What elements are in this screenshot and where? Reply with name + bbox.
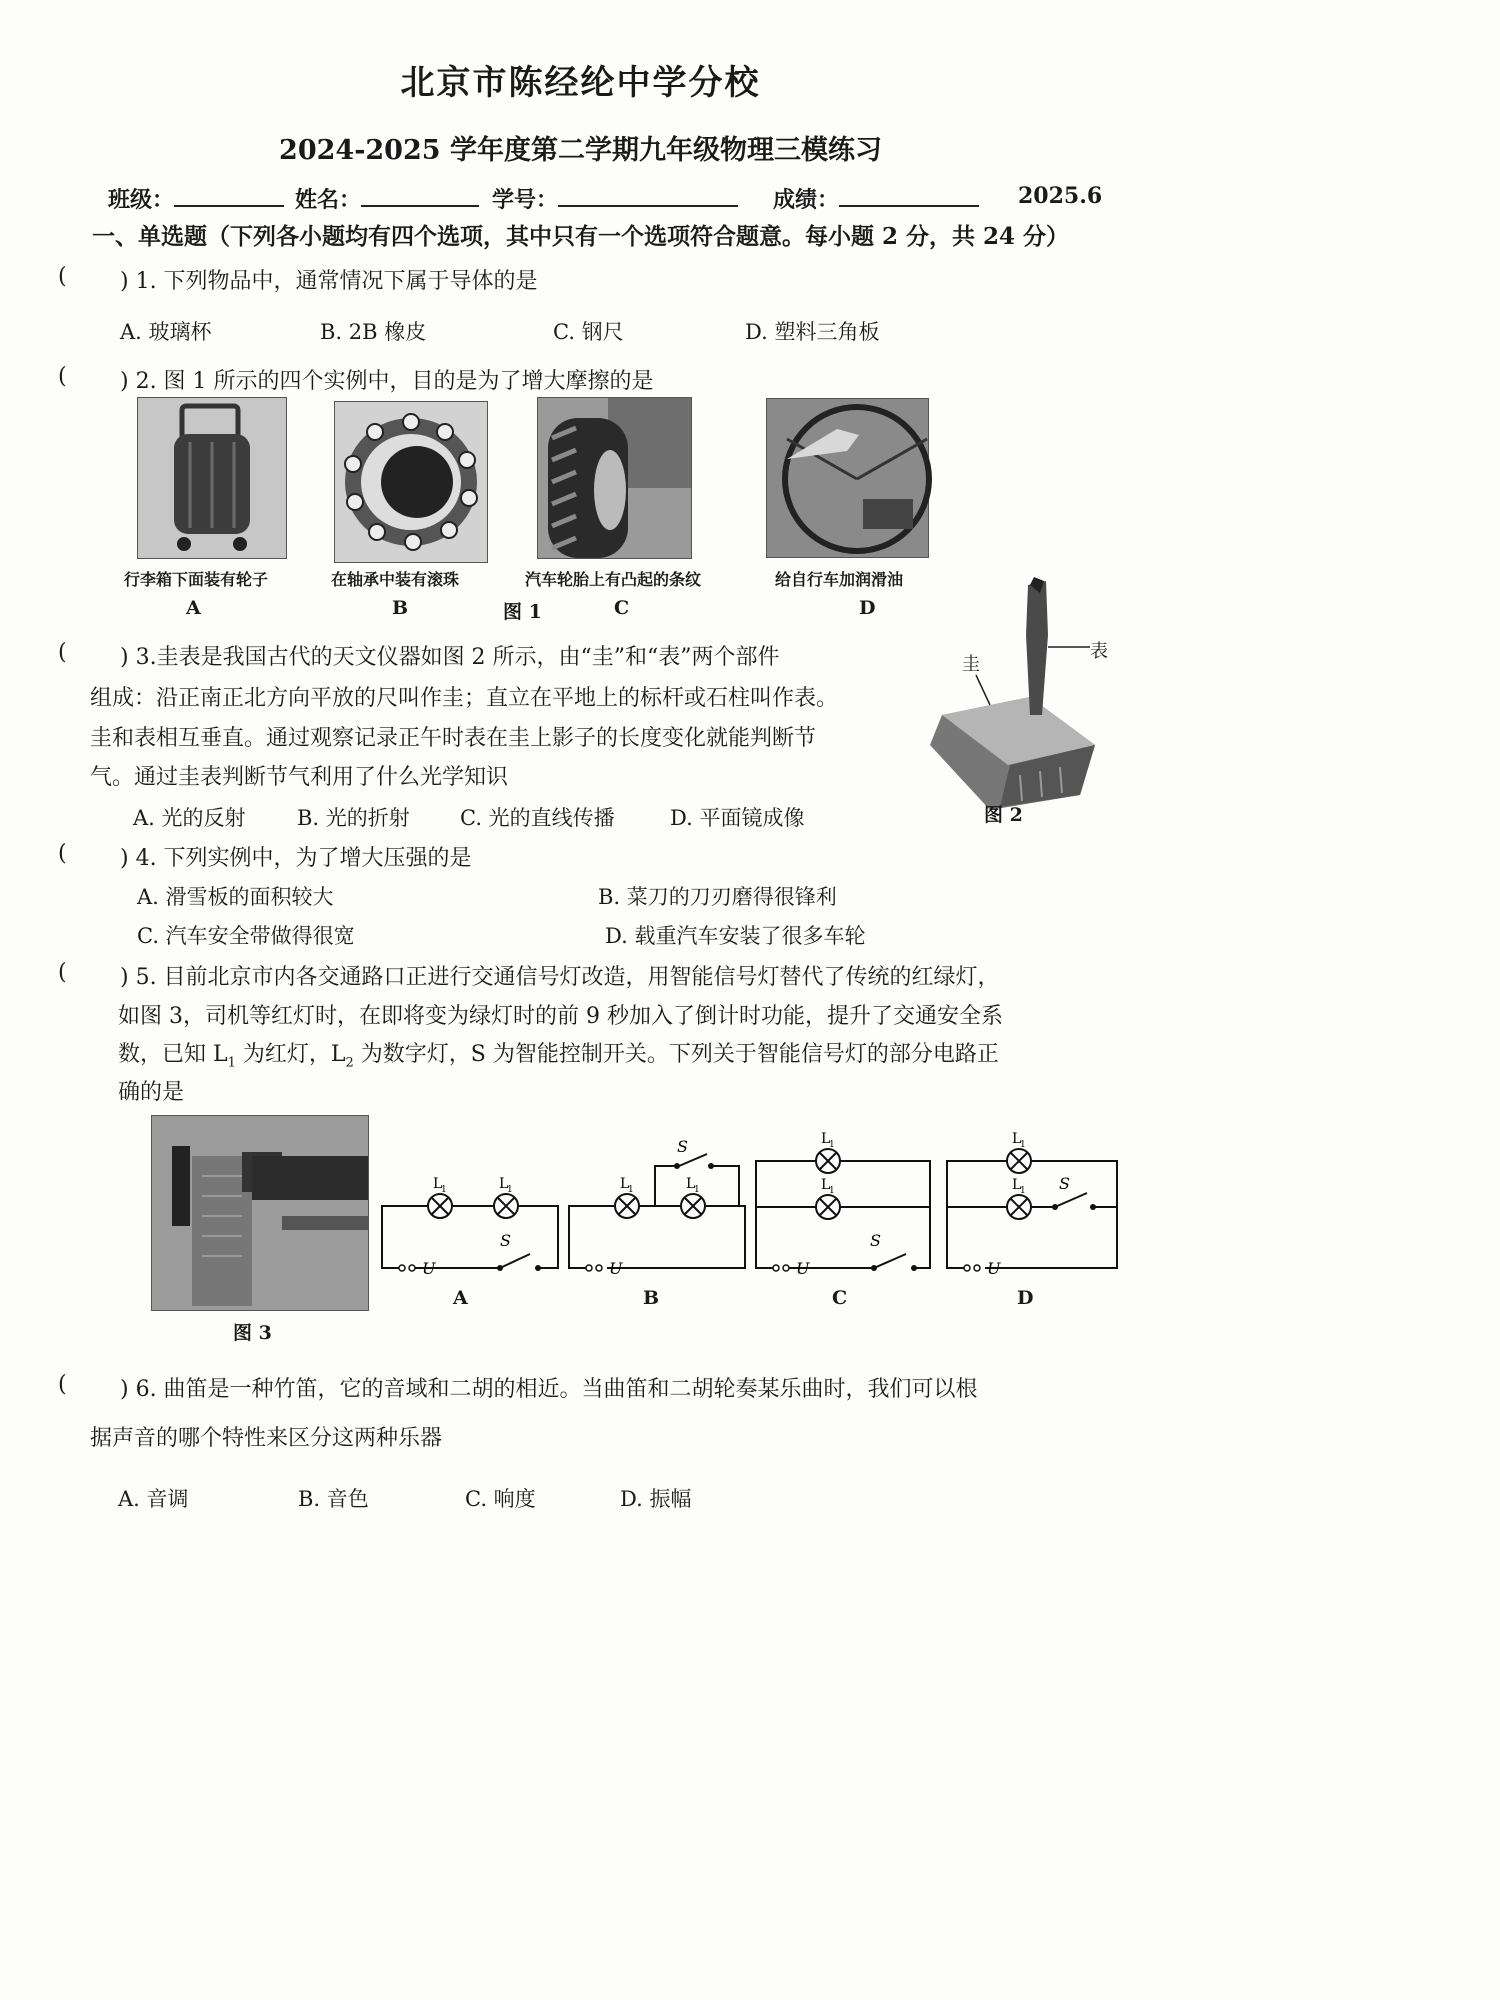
circuit-letter-a: A	[453, 1287, 468, 1309]
q5-line-2: 如图 3，司机等红灯时，在即将变为绿灯时的前 9 秒加入了倒计时功能，提升了交通安全系	[118, 1004, 1003, 1029]
circuit-letter-b: B	[643, 1287, 660, 1309]
answer-paren[interactable]: (	[58, 640, 67, 665]
q5-line-4: 确的是	[118, 1080, 185, 1105]
circuit-a-l1-label: L	[433, 1176, 443, 1192]
fig1-letter-c: C	[614, 597, 630, 619]
answer-paren[interactable]: (	[58, 841, 67, 866]
q1-option-c: C. 钢尺	[553, 320, 624, 344]
q3-line-3: 圭和表相互垂直。通过观察记录正午时表在圭上影子的长度变化就能判断节	[90, 726, 817, 751]
circuit-d-s-label: S	[1059, 1174, 1070, 1193]
fig1-label: 图 1	[503, 601, 542, 623]
fig1-letter-b: B	[392, 597, 409, 619]
tire-icon	[538, 398, 691, 558]
traffic-light-icon	[152, 1116, 368, 1310]
bicycle-oil-photo	[766, 398, 929, 558]
class-label: 班级：	[108, 187, 175, 213]
svg-text:1: 1	[507, 1185, 513, 1195]
name-field	[295, 183, 479, 214]
q6-line-1: ) 6. 曲笛是一种竹笛，它的音域和二胡的相近。当曲笛和二胡轮奏某乐曲时，我们可以根	[120, 1377, 978, 1402]
q3-option-d: D. 平面镜成像	[670, 806, 805, 830]
q6-option-a: A. 音调	[118, 1487, 189, 1511]
circuit-c-u-label: U	[796, 1259, 810, 1278]
circuit-a-l2-label: L	[499, 1176, 509, 1192]
gnomon-figure	[930, 575, 1100, 805]
q3-line-1: ) 3.圭表是我国古代的天文仪器如图 2 所示，由“圭”和“表”两个部件	[120, 645, 780, 670]
fig1-caption-c: 汽车轮胎上有凸起的条纹	[525, 570, 702, 589]
circuit-d-l1-label: L	[1012, 1131, 1022, 1147]
circuit-d-l2-label: L	[1012, 1177, 1022, 1193]
q6-option-c: C. 响度	[465, 1487, 536, 1511]
fig1-caption-d: 给自行车加润滑油	[775, 570, 904, 589]
answer-paren[interactable]: (	[58, 264, 67, 289]
circuit-b	[567, 1138, 747, 1280]
q3-line-2: 组成：沿正南正北方向平放的尺叫作圭；直立在平地上的标杆或石柱叫作表。	[90, 686, 839, 711]
circuit-d-u-label: U	[987, 1259, 1001, 1278]
svg-text:1: 1	[829, 1140, 835, 1150]
q1-option-b: B. 2B 橡皮	[320, 320, 427, 344]
fig1-caption-b: 在轴承中装有滚珠	[331, 570, 460, 589]
q6-option-d: D. 振幅	[620, 1487, 692, 1511]
fig1-letter-d: D	[859, 597, 876, 619]
id-blank[interactable]	[558, 185, 738, 207]
score-label: 成绩：	[773, 187, 840, 213]
bicycle-icon	[767, 399, 928, 557]
gui-pointer	[976, 675, 990, 705]
circuit-a-u-label: U	[422, 1259, 436, 1278]
q6-line-2: 据声音的哪个特性来区分这两种乐器	[90, 1426, 443, 1451]
section-1-heading: 一、单选题（下列各小题均有四个选项，其中只有一个选项符合题意。每小题 2 分，共 24 分）	[92, 223, 1070, 250]
circuit-c-s-label: S	[870, 1231, 881, 1250]
q3-option-a: A. 光的反射	[133, 806, 246, 830]
name-blank[interactable]	[361, 185, 479, 207]
svg-text:1: 1	[628, 1185, 634, 1195]
traffic-light-photo	[151, 1115, 369, 1311]
circuit-letter-c: C	[832, 1287, 848, 1309]
circuit-c-l1-label: L	[821, 1131, 831, 1147]
bearing-icon	[335, 402, 487, 562]
gui-label: 圭	[962, 654, 980, 675]
circuit-b-u-label: U	[609, 1259, 623, 1278]
q5-line-1: ) 5. 目前北京市内各交通路口正进行交通信号灯改造，用智能信号灯替代了传统的红绿灯，	[120, 965, 1000, 990]
suitcase-icon	[138, 398, 286, 558]
school-name: 北京市陈经纶中学分校	[400, 63, 761, 103]
q3-option-b: B. 光的折射	[297, 806, 410, 830]
q4-stem: ) 4. 下列实例中，为了增大压强的是	[120, 846, 472, 871]
q4-option-a: A. 滑雪板的面积较大	[137, 885, 334, 909]
circuit-a	[380, 1170, 560, 1280]
answer-paren[interactable]: (	[58, 1372, 67, 1397]
circuit-letter-d: D	[1017, 1287, 1034, 1309]
q3-option-c: C. 光的直线传播	[460, 806, 615, 830]
svg-text:1: 1	[829, 1186, 835, 1196]
name-label: 姓名：	[295, 187, 362, 213]
biao-label: 表	[1090, 641, 1108, 662]
suitcase-photo	[137, 397, 287, 559]
bearing-photo	[334, 401, 488, 563]
svg-text:1: 1	[1020, 1186, 1026, 1196]
circuit-b-l1-label: L	[620, 1176, 630, 1192]
class-blank[interactable]	[174, 185, 284, 207]
svg-text:1: 1	[441, 1185, 447, 1195]
answer-paren[interactable]: (	[58, 960, 67, 985]
class-field	[108, 183, 284, 214]
q4-option-b: B. 菜刀的刀刃磨得很锋利	[598, 885, 837, 909]
score-field	[773, 183, 979, 214]
q6-option-b: B. 音色	[298, 1487, 369, 1511]
circuit-c	[754, 1133, 934, 1280]
q4-option-d: D. 载重汽车安装了很多车轮	[605, 924, 866, 948]
circuit-d	[945, 1133, 1121, 1280]
exam-date: 2025.6	[1018, 183, 1103, 209]
fig1-caption-a: 行李箱下面装有轮子	[124, 570, 269, 589]
svg-text:1: 1	[694, 1185, 700, 1195]
fig3-label: 图 3	[233, 1322, 272, 1344]
id-label: 学号：	[492, 187, 559, 213]
circuit-b-l2-label: L	[686, 1176, 696, 1192]
tire-photo	[537, 397, 692, 559]
answer-paren[interactable]: (	[58, 364, 67, 389]
q5-line-3: 数，已知 $L_1$ 为红灯，$L_2$ 为数字灯，S 为智能控制开关。下列关于智能信号灯的部分电路正	[118, 1042, 999, 1071]
id-field	[492, 183, 738, 214]
fig1-letter-a: A	[186, 597, 201, 619]
q2-stem: ) 2. 图 1 所示的四个实例中，目的是为了增大摩擦的是	[120, 369, 654, 394]
q1-stem: ) 1. 下列物品中，通常情况下属于导体的是	[120, 269, 538, 294]
circuit-b-s-label: S	[677, 1137, 688, 1156]
q4-option-c: C. 汽车安全带做得很宽	[137, 924, 355, 948]
exam-title: 2024-2025 学年度第二学期九年级物理三模练习	[279, 135, 882, 166]
q1-option-d: D. 塑料三角板	[745, 320, 880, 344]
q1-option-a: A. 玻璃杯	[120, 320, 212, 344]
svg-text:1: 1	[1020, 1140, 1026, 1150]
fig2-label: 图 2	[984, 804, 1023, 826]
circuit-c-l2-label: L	[821, 1177, 831, 1193]
q3-line-4: 气。通过圭表判断节气利用了什么光学知识	[90, 765, 509, 790]
score-blank[interactable]	[839, 185, 979, 207]
circuit-a-s-label: S	[500, 1231, 511, 1250]
